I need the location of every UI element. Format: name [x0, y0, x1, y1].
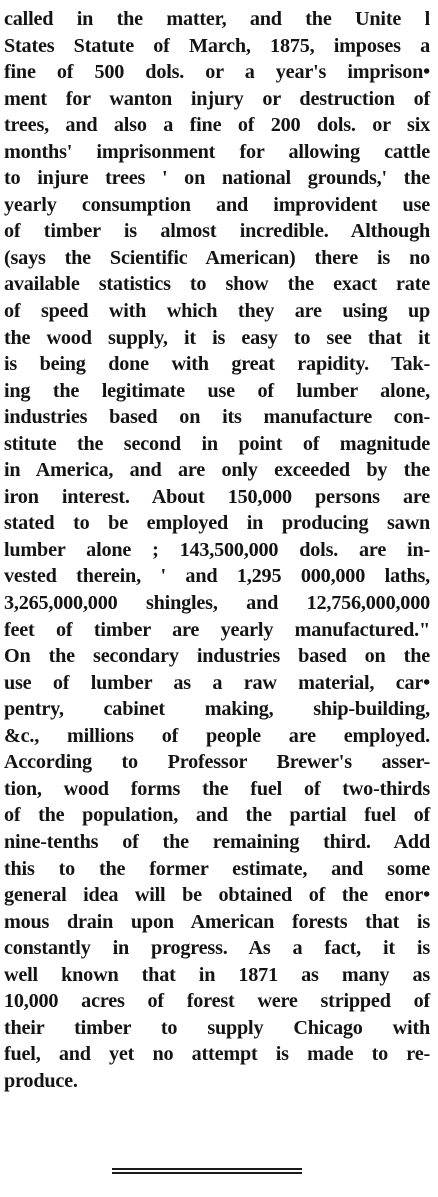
text-line: ment for wanton injury or destruction of	[4, 87, 430, 110]
text-line: 10,000 acres of forest were stripped of	[4, 990, 430, 1013]
text-line: pentry, cabinet making, ship-building,	[4, 698, 430, 721]
text-line: of timber is almost incredible. Although	[4, 220, 430, 243]
text-line: in America, and are only exceeded by the	[4, 459, 430, 482]
text-line: vested therein, ' and 1,295 000,000 laths,	[4, 565, 430, 588]
text-line: yearly consumption and improvident use	[4, 193, 430, 216]
text-line: produce.	[4, 1069, 78, 1092]
text-line: their timber to supply Chicago with	[4, 1016, 430, 1039]
text-line: feet of timber are yearly manufactured."	[4, 618, 430, 641]
text-line: mous drain upon American forests that is	[4, 910, 430, 933]
text-line: to injure trees ' on national grounds,' the	[4, 167, 430, 190]
text-line: is being done with great rapidity. Tak-	[4, 353, 430, 376]
text-line: well known that in 1871 as many as	[4, 963, 430, 986]
text-line: &c., millions of people are employed.	[4, 724, 430, 747]
text-line: months' imprisonment for allowing cattle	[4, 140, 430, 163]
article-column	[4, 6, 430, 1094]
text-line: available statistics to show the exact rate	[4, 273, 430, 296]
text-line: stitute the second in point of magnitude	[4, 432, 430, 455]
text-line: ing the legitimate use of lumber alone,	[4, 379, 430, 402]
text-line: iron interest. About 150,000 persons are	[4, 485, 430, 508]
text-line: (says the Scientific American) there is no	[4, 246, 430, 269]
text-line: this to the former estimate, and some	[4, 857, 430, 880]
text-line: of the population, and the partial fuel of	[4, 804, 430, 827]
text-line: general idea will be obtained of the enor•	[4, 884, 430, 907]
text-line: 3,265,000,000 shingles, and 12,756,000,000	[4, 592, 430, 615]
text-line: use of lumber as a raw material, car•	[4, 671, 430, 694]
section-divider-rule	[112, 1168, 302, 1174]
text-line: On the secondary industries based on the	[4, 645, 430, 668]
text-line: called in the matter, and the Unite l	[4, 8, 430, 30]
text-line: fuel, and yet no attempt is made to re-	[4, 1043, 430, 1066]
text-line: fine of 500 dols. or a year's imprison•	[4, 61, 430, 84]
text-line: stated to be employed in producing sawn	[4, 512, 430, 535]
text-line: industries based on its manufacture con-	[4, 406, 430, 429]
text-line: According to Professor Brewer's asser-	[4, 751, 430, 774]
text-line: the wood supply, it is easy to see that it	[4, 326, 430, 349]
text-line: lumber alone ; 143,500,000 dols. are in-	[4, 538, 430, 561]
text-line: States Statute of March, 1875, imposes a	[4, 34, 430, 57]
text-line: of speed with which they are using up	[4, 300, 430, 323]
text-line: trees, and also a fine of 200 dols. or six	[4, 114, 430, 137]
text-line: nine-tenths of the remaining third. Add	[4, 830, 430, 853]
text-line: tion, wood forms the fuel of two-thirds	[4, 777, 430, 800]
text-line: constantly in progress. As a fact, it is	[4, 937, 430, 960]
